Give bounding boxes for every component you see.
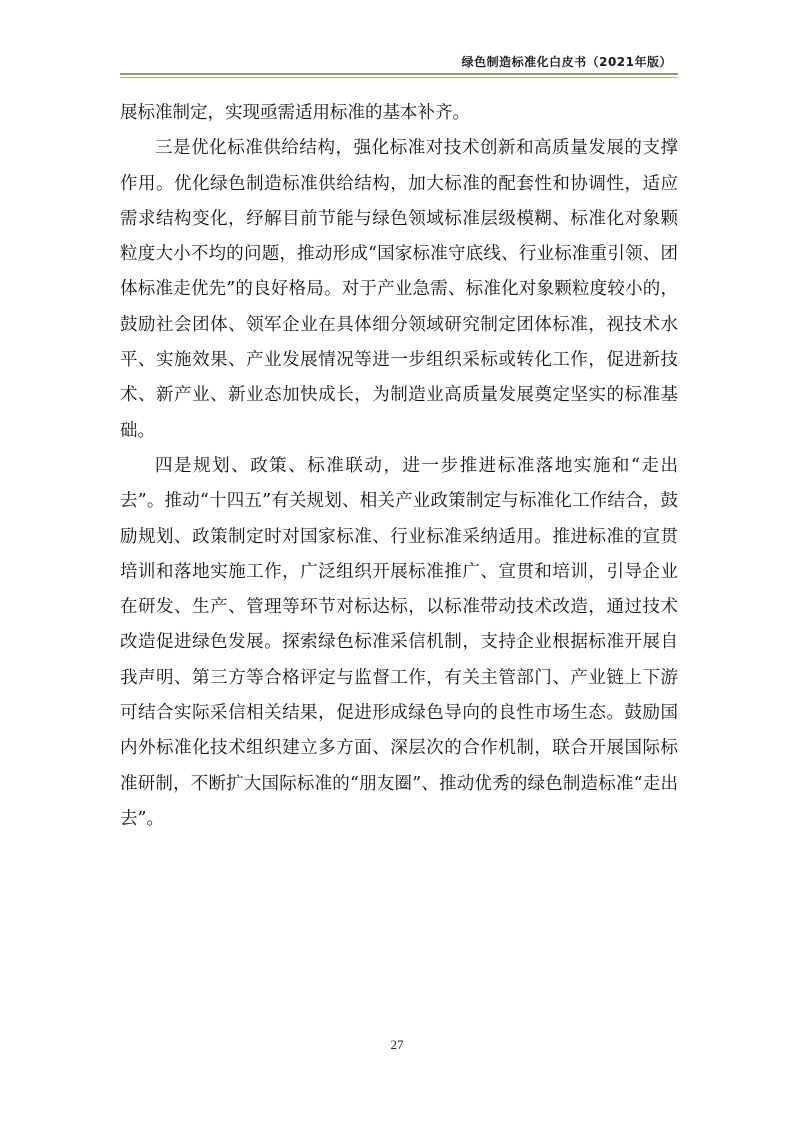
paragraph-continuation: 展标准制定，实现亟需适用标准的基本补齐。 — [120, 103, 470, 123]
paragraph-planning-policy-standards: 四是规划、政策、标准联动，进一步推进标准落地实施和“走出去”。推动“十四五”有关规划、相关产业政策制定与标准化工作结合，鼓励规划、政策制定时对国家标准、行业标准采纳适用。推进标准的宣贯培训和落地实施工作，广泛组织开展标准推广、宣贯和培训，引导企业在研发、生产、管理等环节对标达标，以标准带动技术改造，通过技术改造促进绿色发展。探索绿色标准采信机制，支持企业根据标准开展自我声明、第三方等合格评定与监督工作，有关主管部门、产业链上下游可结合实际采信相关结果，促进形成绿色导向的良性市场生态。鼓励国内外标准化技术组织建立多方面、深层次的合作机制，联合开展国际标准研制，不断扩大国际标准的“朋友圈”、推动优秀的绿色制造标准“走出去”。 — [120, 455, 678, 829]
body-text — [120, 96, 678, 837]
header-rule-secondary — [120, 77, 678, 78]
paragraph-optimize-supply-structure: 三是优化标准供给结构，强化标准对技术创新和高质量发展的支撑作用。优化绿色制造标准供给结构，加大标准的配套性和协调性，适应需求结构变化，纾解目前节能与绿色领域标准层级模糊、标准化对象颗粒度大小不均的问题，推动形成“国家标准守底线、行业标准重引领、团体标准走优先”的良好格局。对于产业急需、标准化对象颗粒度较小的，鼓励社会团体、领军企业在具体细分领域研究制定团体标准，视技术水平、实施效果、产业发展情况等进一步组织采标或转化工作，促进新技术、新产业、新业态加快成长，为制造业高质量发展奠定坚实的标准基础。 — [120, 138, 678, 441]
running-header-title: 绿色制造标准化白皮书（2021年版） — [461, 55, 672, 69]
header-rule — [120, 73, 678, 75]
page-number: 27 — [390, 1037, 404, 1052]
